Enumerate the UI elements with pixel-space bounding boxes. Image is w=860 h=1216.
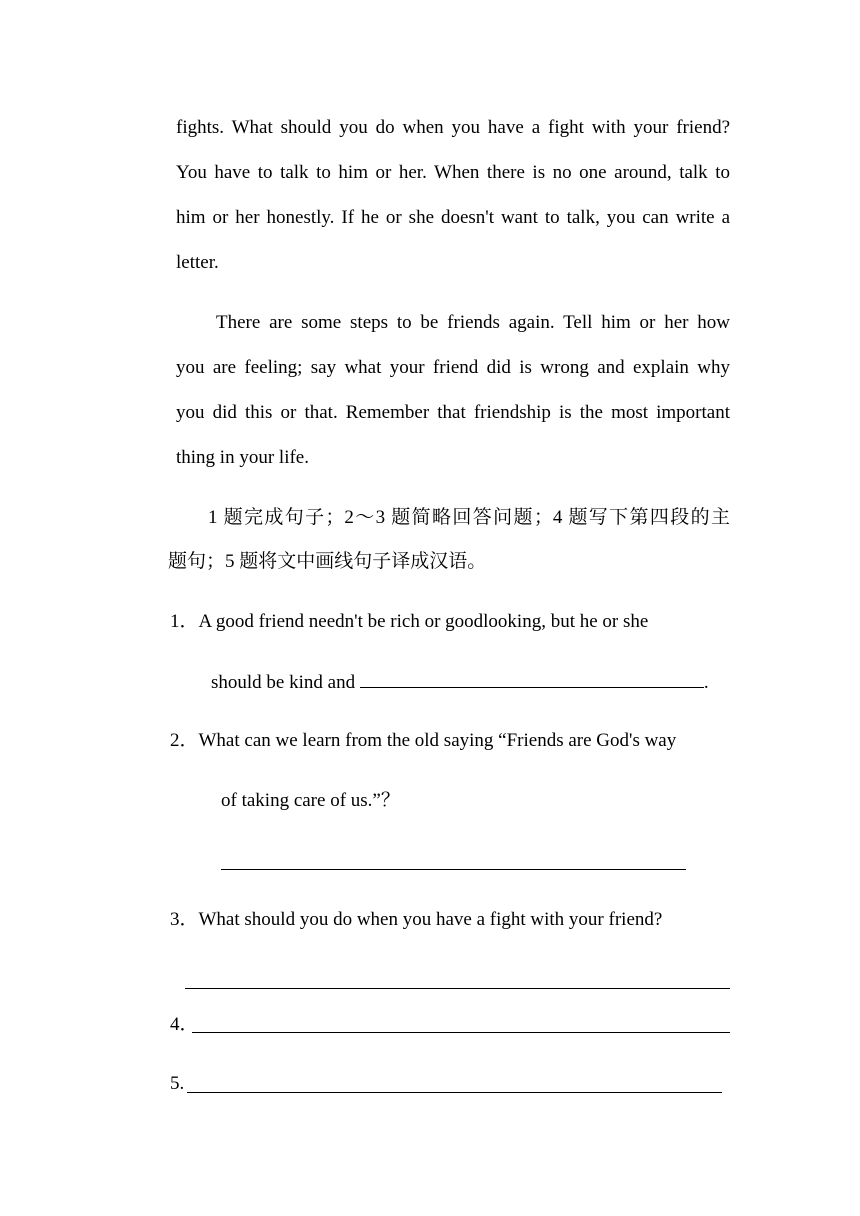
question-5-label: 5. — [170, 1073, 185, 1094]
instructions-line: 题句；5 题将文中画线句子译成汉语。 — [168, 551, 487, 572]
question-2-text: 2．What can we learn from the old saying “Friends are God's way — [170, 730, 677, 751]
passage-line: you are feeling; say what your friend did is wrong and explain why — [176, 357, 730, 378]
question-2-text-cont: of taking care of us.”？ — [221, 790, 400, 811]
passage-line: him or her honestly. If he or she doesn't want to talk, you can write a — [176, 207, 730, 228]
passage-line: There are some steps to be friends again. Tell him or her how — [216, 312, 730, 333]
answer-line-2[interactable] — [221, 869, 686, 870]
question-3-text: 3．What should you do when you have a fight with your friend? — [170, 909, 663, 930]
passage-line: letter. — [176, 252, 219, 273]
answer-blank-1[interactable] — [360, 669, 704, 688]
passage-line: thing in your life. — [176, 447, 309, 468]
answer-line-5[interactable] — [187, 1092, 722, 1093]
question-1-suffix: . — [703, 672, 709, 693]
question-1-completion — [211, 669, 709, 695]
passage-line: You have to talk to him or her. When there is no one around, talk to — [176, 162, 730, 183]
instructions-line: 1 题完成句子；2～3 题简略回答问题；4 题写下第四段的主 — [208, 507, 730, 528]
question-4-label: 4． — [170, 1014, 199, 1035]
answer-line-4[interactable] — [192, 1032, 730, 1033]
question-1-text: 1．A good friend needn't be rich or goodlooking, but he or she — [170, 611, 649, 632]
passage-line: fights. What should you do when you have a fight with your friend? — [176, 117, 730, 138]
passage-line: you did this or that. Remember that friendship is the most important — [176, 402, 730, 423]
question-1-prefix: should be kind and — [211, 672, 356, 693]
answer-line-3[interactable] — [185, 988, 730, 989]
